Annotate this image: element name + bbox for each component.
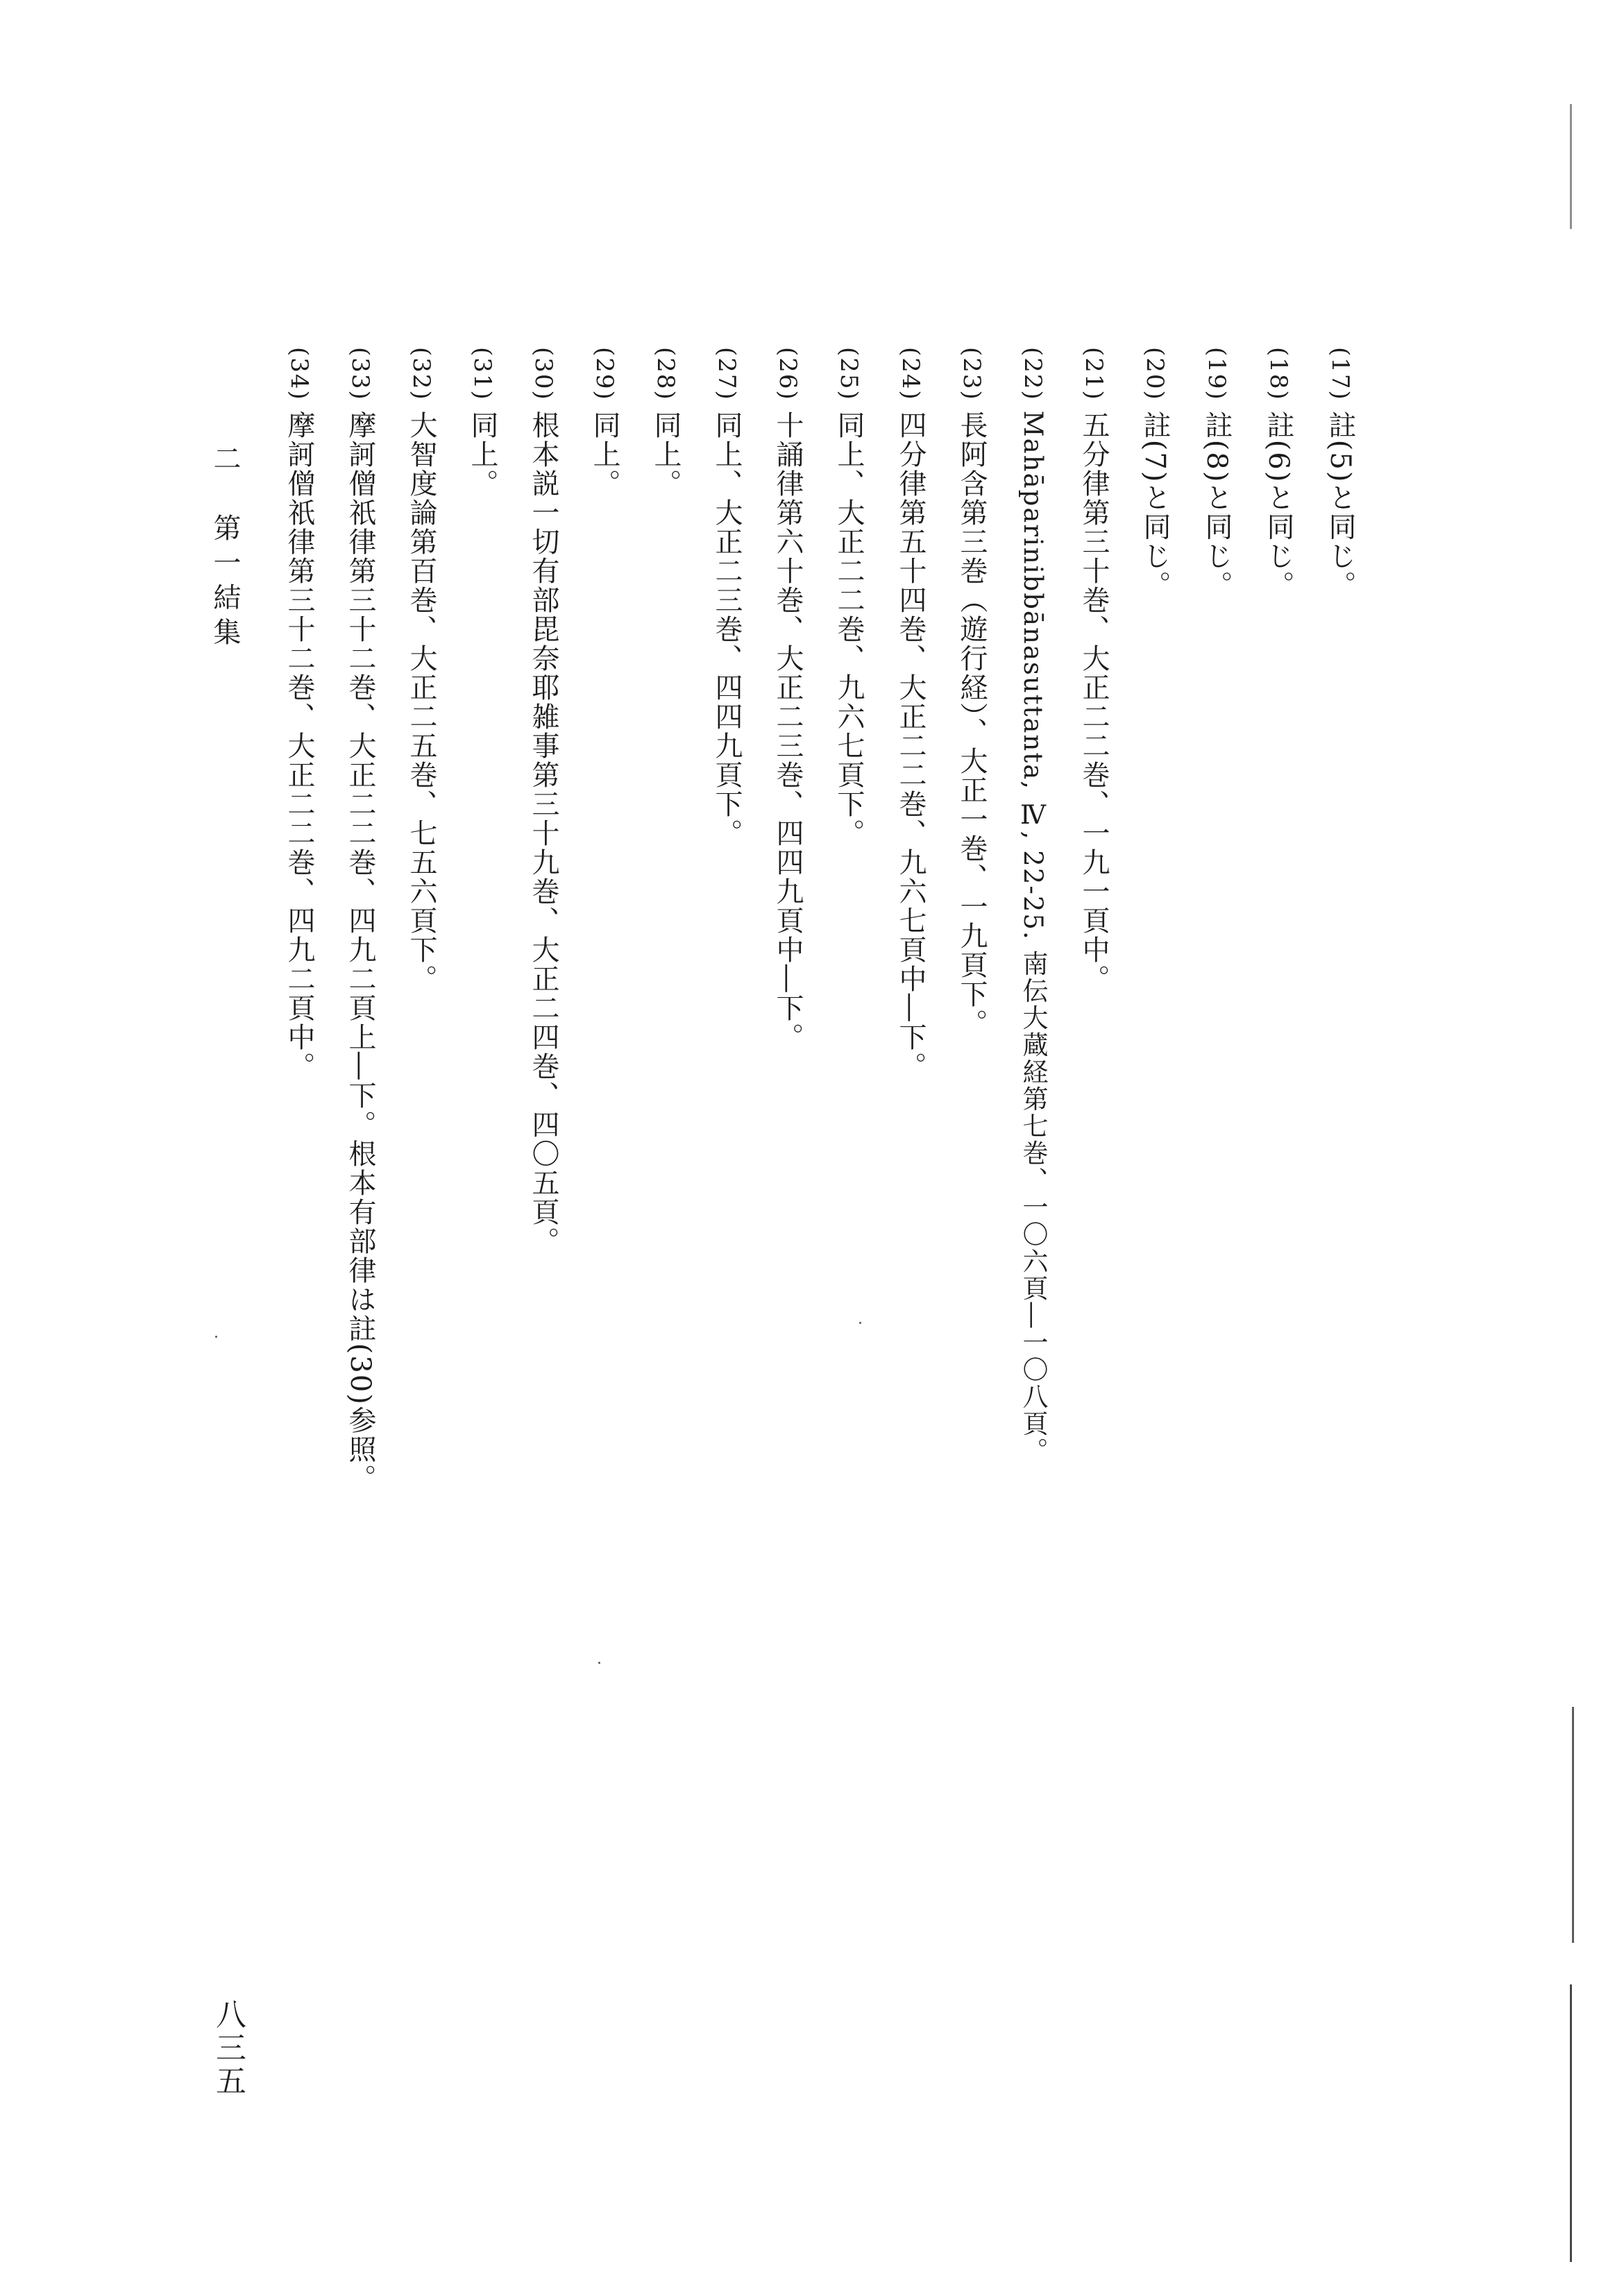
note-text: (17) [1326,347,1354,401]
note-28 [648,347,684,498]
note-text: 同上。 [466,410,498,498]
note-text: 註(6)と同じ。 [1262,410,1294,600]
note-27 [709,347,745,848]
note-number: (20) [1141,347,1169,401]
note-number: (34) [285,347,313,401]
note-32 [403,347,439,994]
scan-speck [859,1322,861,1324]
note-29 [586,347,623,498]
note-text: 大智度論第百巻、大正二五巻、七五六頁下。 [405,410,437,994]
note-number: (32) [407,347,435,401]
note-text: 同上、大正二三巻、四四九頁下。 [711,410,743,848]
scan-speck [598,1662,600,1664]
note-number: (30) [530,347,557,401]
note-text: 註(5)と同じ。 [1324,410,1356,600]
note-20 [1137,347,1173,599]
note-text: 摩訶僧祇律第三十二巻、大正二二巻、四九二頁上―下。根本有部律は註(30)参照。 [344,410,376,1493]
scan-speck [215,1336,217,1338]
scan-edge-mark [1570,104,1572,229]
note-text: 五分律第三十巻、大正二二巻、一九一頁中。 [1078,410,1110,994]
note-17 [1322,347,1358,599]
page-number: 八三五 [210,1998,246,2098]
note-number: (21) [1080,347,1108,401]
note-number: (18) [1264,347,1292,401]
note-text: 摩訶僧祇律第三十二巻、大正二二巻、四九二頁中。 [283,410,315,1081]
note-text: 同上、大正二二巻、九六七頁下。 [833,410,865,848]
note-34 [281,347,317,1081]
note-text: 同上。 [650,410,682,498]
scan-edge-mark [1570,1984,1572,2262]
note-19 [1199,347,1235,599]
note-text: 註(7)と同じ。 [1139,410,1171,600]
note-24 [893,347,929,1081]
note-number: (28) [652,347,679,401]
note-31 [464,347,500,498]
note-number: (26) [774,347,802,401]
note-text: 根本説一切有部毘奈耶雑事第三十九巻、大正二四巻、四〇五頁。 [527,410,559,1256]
note-23 [954,347,990,1038]
note-21 [1076,347,1112,994]
running-head: 二 第一結集 [209,444,241,652]
note-number: (25) [835,347,863,401]
note-25 [831,347,867,848]
note-26 [770,347,806,1052]
note-number: (24) [897,347,924,401]
note-18 [1260,347,1296,599]
note-number: (23) [958,347,986,401]
note-number: (31) [468,347,496,401]
note-number: (29) [591,347,618,401]
note-22 [1015,347,1051,1464]
note-text: 長阿含第三巻（遊行経）、大正一巻、一九頁下。 [956,410,988,1038]
note-number: (22) [1019,347,1047,401]
note-text: 十誦律第六十巻、大正二三巻、四四九頁中―下。 [772,410,804,1052]
note-number: (27) [713,347,741,401]
note-number: (33) [346,347,374,401]
note-33 [342,347,378,1493]
note-text: 四分律第五十四巻、大正二二巻、九六七頁中―下。 [895,410,927,1081]
note-30 [525,347,561,1256]
note-number: (19) [1203,347,1230,401]
note-text: 同上。 [589,410,620,498]
note-text: 註(8)と同じ。 [1201,410,1233,600]
note-text: Mahāparinibbānasuttanta, Ⅳ, 22-25. 南伝大蔵経第七巻、一〇六頁―一〇八頁。 [1018,410,1048,1465]
scan-edge-mark [1572,1707,1574,1943]
